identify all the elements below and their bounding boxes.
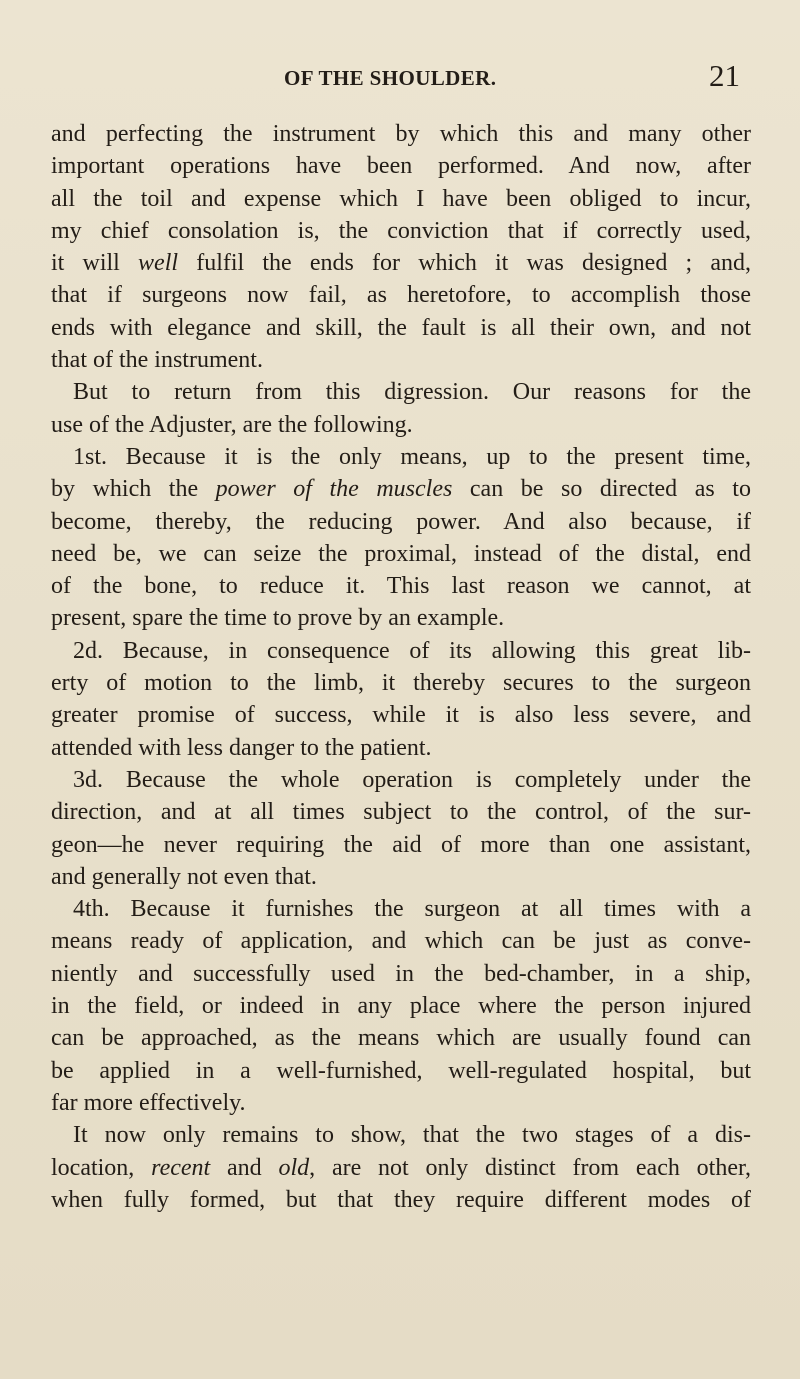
text-line: direction, and at all times subject to the control, of the sur- xyxy=(51,799,751,826)
text-line: by which the power of the muscles can be so directed as to xyxy=(51,476,751,503)
text-line: ends with elegance and skill, the fault is all their own, and not xyxy=(51,314,751,341)
text-line: it will well fulfil the ends for which it was designed ; and, xyxy=(51,250,752,277)
text-line: and generally not even that. xyxy=(51,863,317,890)
text-line: that if surgeons now fail, as heretofore, to accomplish those xyxy=(51,282,751,309)
text-line: important operations have been performed. And now, after xyxy=(51,153,751,180)
text-line: attended with less danger to the patient. xyxy=(51,734,432,761)
text-line: geon—he never requiring the aid of more than one assistant, xyxy=(51,831,751,858)
emphasis: old xyxy=(278,1154,310,1181)
text-line: It now only remains to show, that the two stages of a dis- xyxy=(73,1122,751,1149)
text-line: need be, we can seize the proximal, instead of the distal, end xyxy=(51,540,751,567)
emphasis: power of the muscles xyxy=(215,476,453,503)
emphasis: well xyxy=(138,250,179,277)
text-line: be applied in a well-furnished, well-regulated hospital, but xyxy=(51,1057,751,1084)
page-number: 21 xyxy=(709,58,740,93)
text-line: can be approached, as the means which are usually found can xyxy=(51,1025,751,1052)
text-line: means ready of application, and which can be just as conve- xyxy=(51,928,751,955)
text-line: that of the instrument. xyxy=(51,347,263,374)
text-line: and perfecting the instrument by which this and many other xyxy=(51,121,751,147)
text-line: when fully formed, but that they require different modes of xyxy=(51,1186,751,1213)
text-line: present, spare the time to prove by an example. xyxy=(51,605,505,632)
text-line: But to return from this digression. Our reasons for the xyxy=(73,379,751,406)
body-text xyxy=(51,118,751,1216)
text-line: in the field, or indeed in any place where the person injured xyxy=(51,993,751,1020)
text-line: use of the Adjuster, are the following. xyxy=(51,411,413,438)
text-line: location, recent and old, are not only distinct from each other, xyxy=(51,1154,752,1181)
running-head xyxy=(0,58,800,94)
text-line: of the bone, to reduce it. This last reason we cannot, at xyxy=(51,573,751,600)
running-title: OF THE SHOULDER. xyxy=(284,66,497,90)
text-line: 4th. Because it furnishes the surgeon at all times with a xyxy=(73,896,751,923)
text-line: 2d. Because, in consequence of its allowing this great lib- xyxy=(73,637,751,664)
text-line: my chief consolation is, the conviction that if correctly used, xyxy=(51,217,751,244)
text-line: all the toil and expense which I have been obliged to incur, xyxy=(51,185,751,212)
text-line: far more effectively. xyxy=(51,1089,246,1116)
text-line: become, thereby, the reducing power. And also because, if xyxy=(51,508,751,535)
text-line: greater promise of success, while it is also less severe, and xyxy=(51,702,751,729)
emphasis: recent xyxy=(151,1154,211,1181)
text-line: niently and successfully used in the bed-chamber, in a ship, xyxy=(51,960,751,987)
text-line: 3d. Because the whole operation is completely under the xyxy=(73,766,751,793)
text-line: erty of motion to the limb, it thereby secures to the surgeon xyxy=(51,670,751,697)
text-line: 1st. Because it is the only means, up to the present time, xyxy=(73,443,751,470)
